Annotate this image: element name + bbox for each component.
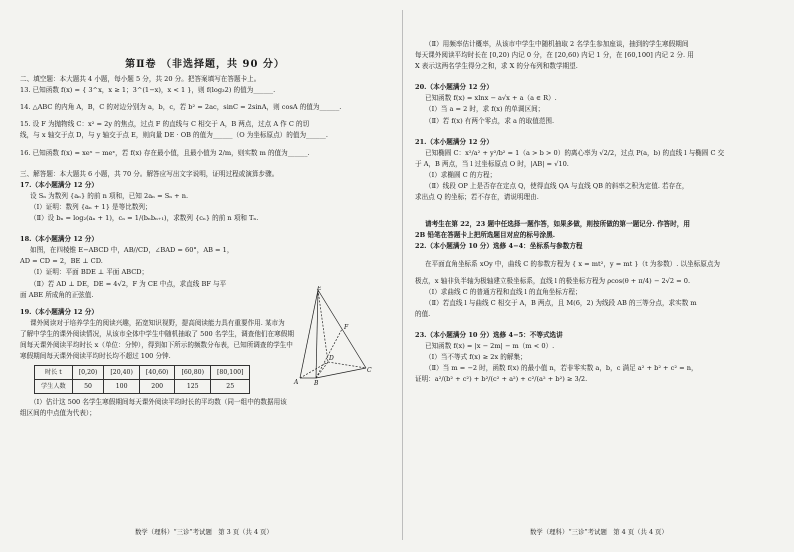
answer-heading: 三、解答题：本大题共 6 小题，共 70 分。解答应写出文字说明，证明过程或演算步骤。: [20, 169, 279, 178]
label-b: B: [314, 380, 319, 386]
q13: 13. 已知函数 f(x) = { 3^x，x ≥ 1；3^(1−x)，x < 1 }，则 f(log₃2) 的值为______.: [20, 86, 276, 95]
q22-stem2: 极点，x 轴非负半轴为极轴建立极坐标系，直线 l 的极坐标方程为 ρcos(θ + π/4) − 2√2 = 0.: [415, 276, 691, 285]
q21-part1: （Ⅰ）求椭圆 C 的方程；: [425, 170, 497, 179]
q21-title: 21.（本小题满分 12 分）: [415, 137, 493, 146]
q21-part2-cont: 求出点 Q 的坐标；若不存在，请说明理由.: [415, 193, 539, 202]
edge-bd: [316, 362, 328, 378]
table-cell: 125: [175, 380, 211, 394]
q19-part2-1: （Ⅱ）用频率估计概率，从该市中学生中随机抽取 2 名学生参加座谈，抽到的学生寒假期间: [425, 40, 689, 48]
edge-bc: [316, 368, 366, 378]
table-cell: [40,60): [139, 366, 175, 380]
table-row-label: 学生人数: [35, 380, 73, 394]
q19-stem1: 课外阅读对于培养学生的阅读兴趣，拓宽知识视野，提高阅读能力具有重要作用. 某市为: [30, 318, 285, 327]
section-title: 第Ⅱ卷 （非选择题，共 90 分）: [125, 59, 285, 70]
edge-ea: [300, 290, 318, 378]
q17-part1: （Ⅰ）证明：数列 {aₙ + 1} 是等比数列；: [30, 202, 152, 211]
elective-note-2: 2B 铅笔在答题卡上把所选题目对应的标号涂黑.: [415, 231, 556, 240]
table-cell: 25: [211, 380, 250, 394]
q19-stem4: 寒假期间每天课外阅读平均时长均不超过 100 分钟.: [20, 352, 171, 361]
q20-part2: （Ⅱ）若 f(x) 有两个零点，求 a 的取值范围.: [425, 116, 555, 125]
pyramid-figure: [292, 286, 372, 386]
table-cell: 100: [104, 380, 140, 394]
edge-eb: [316, 290, 318, 378]
table-cell: [0,20): [72, 366, 104, 380]
q22-part1: （Ⅰ）求曲线 C 的普通方程和直线 l 的直角坐标方程；: [425, 287, 582, 296]
footer-right: 数学（理科）“三诊”考试题 第 4 页（共 4 页）: [530, 528, 668, 536]
q18-part2-cont: 面 ABE 所成角的正弦值.: [20, 290, 94, 299]
q15-line2: 线，与 x 轴交于点 D，与 y 轴交于点 E，则向量 DE · OB 的值为______（O 为坐标原点）的值为______.: [20, 131, 328, 140]
segment-bf: [316, 329, 342, 378]
q22-part2-cont: 的值.: [415, 309, 431, 318]
q15-line1: 15. 设 F 为抛物线 C：x² = 2y 的焦点，过点 F 的直线与 C 相交于 A，B 两点，过点 A 作 C 的切: [20, 120, 310, 129]
q18-part1: （Ⅰ）证明：平面 BDE ⊥ 平面 ABCD；: [30, 268, 149, 277]
q20-stem: 已知函数 f(x) = xlnx − a√x + a（a ∈ R）.: [425, 94, 557, 103]
label-f: F: [344, 324, 349, 331]
q22-title: 22.（本小题满分 10 分）选修 4−4：坐标系与参数方程: [415, 242, 583, 251]
q21-part2: （Ⅱ）线段 OP 上是否存在定点 Q，使得直线 QA 与直线 QB 的斜率之积为定值. 若存在，: [425, 182, 689, 191]
q17-part2: （Ⅱ）设 bₙ = log₂(aₙ + 1)，cₙ = 1/(bₙbₙ₊₁)，求数列 {cₙ} 的前 n 项和 Tₙ.: [30, 214, 259, 223]
table-cell: 200: [139, 380, 175, 394]
edge-ad: [300, 362, 328, 378]
elective-note-1: 请考生在第 22，23 题中任选择一题作答，如果多做，则按所做的第一题记分. 作答时，用: [425, 220, 690, 229]
q20-title: 20.（本小题满分 12 分）: [415, 83, 493, 92]
q18-stem2: AD = CD = 2，BE ⊥ CD.: [20, 257, 103, 266]
q19-part2-2: 每天课外阅读平均时长在 [0,20) 内记 0 分，在 [20,60) 内记 1 分，在 [60,100] 内记 2 分. 用: [415, 51, 694, 60]
q21-stem2: 于 A，B 两点，当 l 过坐标原点 O 时，|AB| = √10.: [415, 159, 569, 168]
page-divider: [402, 10, 403, 540]
footer-left: 数学（理科）“三诊”考试题 第 3 页（共 4 页）: [135, 528, 273, 536]
q20-part1: （Ⅰ）当 a = 2 时，求 f(x) 的单调区间；: [425, 105, 545, 114]
label-e: E: [317, 286, 322, 292]
table-row: [35, 366, 250, 380]
table-cell: [80,100]: [211, 366, 250, 380]
edge-ed: [318, 290, 328, 362]
q23-part2-proof: 证明：a²/(b² + c²) + b²/(c² + a²) + c²/(a² + b²) ≥ 3/2.: [415, 375, 588, 384]
right-page: [415, 40, 780, 386]
table-row: [35, 380, 250, 394]
q22-part2: （Ⅱ）若直线 l 与曲线 C 相交于 A，B 两点，且 M(6，2) 为线段 AB 的三等分点，求实数 m: [425, 298, 697, 307]
q17-stem: 设 Sₙ 为数列 {aₙ} 的前 n 项和，已知 2aₙ = Sₙ + n.: [30, 191, 189, 200]
q23-title: 23.（本小题满分 10 分）选修 4−5：不等式选讲: [415, 330, 563, 339]
q23-stem: 已知函数 f(x) = |x − 2m| − m（m < 0）.: [425, 342, 555, 351]
label-c: C: [367, 367, 372, 374]
q14: 14. △ABC 的内角 A，B，C 的对边分别为 a，b，c，若 b² = 2ac，sinC = 2sinA，则 cosA 的值为______.: [20, 103, 342, 112]
q16: 16. 已知函数 f(x) = xeˣ − meˣ，若 f(x) 存在最小值，且最小值为 2/m，则实数 m 的值为______.: [20, 148, 310, 157]
table-cell: [60,80): [175, 366, 211, 380]
label-a: A: [294, 379, 299, 386]
q19-part1-cont: 组区间的中点值为代表）；: [20, 409, 96, 418]
edge-ec: [318, 290, 366, 368]
q19-part1: （Ⅰ）估计这 500 名学生寒假期间每天课外阅读平均时长的平均数（同一组中的数据用该: [30, 398, 287, 407]
q19-title: 19.（本小题满分 12 分）: [20, 307, 98, 316]
q22-stem1: 在平面直角坐标系 xOy 中，曲线 C 的参数方程为 { x = mt²，y = mt }（t 为参数）. 以坐标原点为: [425, 259, 721, 268]
label-d: D: [329, 355, 334, 362]
q19-stem2: 了解中学生的课外阅读情况，从该市全体中学生中随机抽取了 500 名学生，调查他们在寒假期: [20, 329, 294, 338]
q19-stem3: 间每天课外阅读平均时长 x（单位：分钟），得到如下所示的频数分布表，已知所调查的学生中: [20, 340, 293, 349]
q23-part1: （Ⅰ）当不等式 f(x) ≥ 2x 的解集；: [425, 353, 527, 362]
frequency-table: [34, 365, 250, 394]
table-cell: [20,40): [104, 366, 140, 380]
q21-stem1: 已知椭圆 C：x²/a² + y²/b² = 1（a > b > 0）的离心率为 √2/2，过点 P(a，b) 的直线 l 与椭圆 C 交: [425, 148, 725, 157]
edge-dc: [328, 362, 366, 368]
q18-title: 18.（本小题满分 12 分）: [20, 235, 98, 244]
fill-heading: 二、填空题：本大题共 4 小题，每小题 5 分，共 20 分。把答案填写在答题卡上。: [20, 75, 261, 84]
table-cell: 50: [72, 380, 104, 394]
q19-part2-3: X 表示这两名学生得分之和，求 X 的分布列和数学期望.: [415, 62, 578, 71]
q18-part2: （Ⅱ）若 AD ⊥ DE，DE = 4√2，F 为 CE 中点，求直线 BF 与平: [30, 279, 227, 288]
q17-title: 17.（本小题满分 12 分）: [20, 180, 98, 189]
table-header-label: 时长 t: [35, 366, 73, 380]
q23-part2: （Ⅱ）当 m = −2 时，函数 f(x) 的最小值 n，若非零实数 a，b，c 满足 a² + b² + c² = n，: [425, 364, 698, 373]
q18-stem1: 如图，在四棱锥 E−ABCD 中，AB//CD，∠BAD = 60°，AB = 1，: [30, 246, 234, 255]
